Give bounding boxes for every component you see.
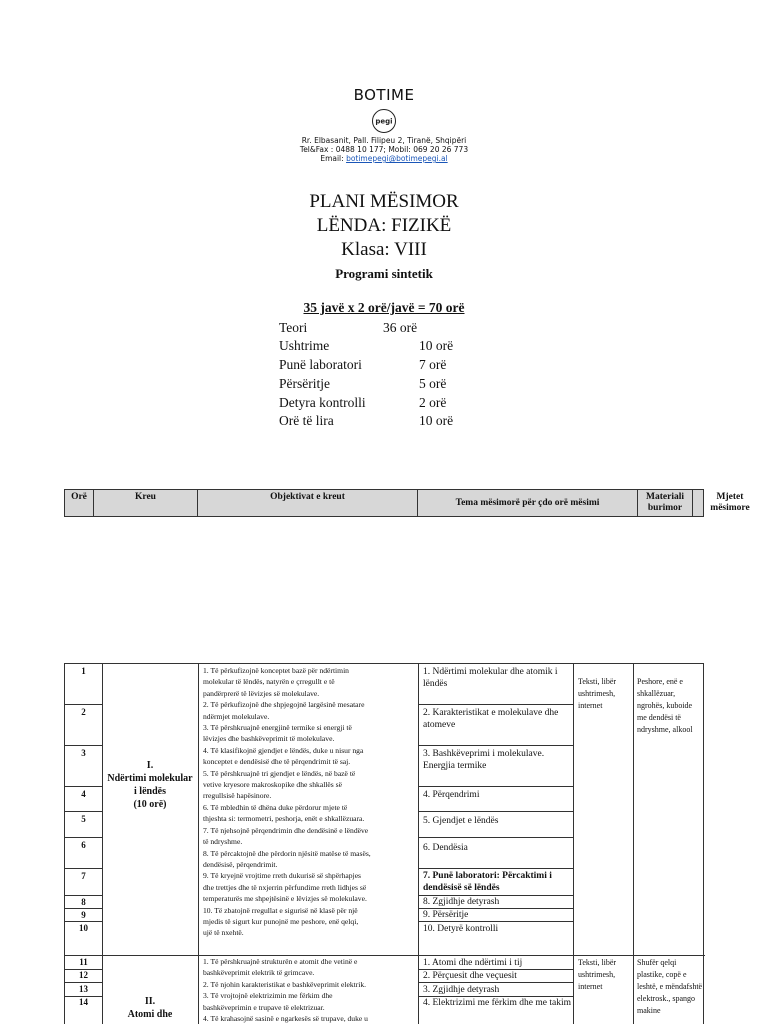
objective-line: 7. Të njehsojnë përqendrimin dhe dendësinë e lëndëve (203, 825, 369, 835)
objective-line: 1. Të përshkruajnë strukturën e atomit dhe vetinë e (203, 957, 358, 966)
lesson-number: 3 (81, 748, 86, 758)
objective-line: mjedis të sigurt kur punojnë me peshore, enë qelqi, (203, 916, 359, 926)
lesson-topic: 4. Elektrizimi me fërkim dhe me takim (423, 998, 571, 1008)
lesson-number: 11 (79, 957, 88, 967)
lesson-number: 8 (81, 897, 86, 907)
hours-label: Teori (279, 320, 308, 335)
header-ore: Orë (65, 490, 94, 516)
lesson-number: 14 (79, 997, 88, 1007)
lesson-number: 1 (81, 666, 86, 676)
objective-line: dhe trettjes dhe të nxjerrin përfundime rreth lidhjes së (203, 882, 367, 892)
publisher-logo-icon (371, 108, 397, 134)
objective-line: thjeshta si: termometri, peshorja, enët e shkallëzuara. (203, 814, 365, 824)
hours-total: 35 javë x 2 orë/javë = 70 orë (303, 300, 465, 315)
objective-line: 3. Të përshkruajnë energjinë termike si energji të (203, 723, 352, 733)
hours-label: Punë laboratori (279, 357, 362, 372)
lesson-topic-lab: 7. Punë laboratori: Përcaktimi i dendësisë së lëndës (423, 871, 552, 893)
objective-line: vetive kryesore makroskopike dhe shkallës së (203, 780, 342, 790)
lesson-topic: 9. Përsëritje (423, 910, 469, 920)
objective-line: konceptet e dendësisë dhe të përqendrimit të saj. (203, 757, 351, 767)
hours-label: Detyra kontrolli (279, 395, 366, 410)
lesson-number: 2 (81, 707, 86, 717)
objective-line: 2. Të njohin karakteristikat e bashkëveprimit elektrik. (203, 979, 367, 989)
lesson-number: 10 (79, 923, 88, 933)
email-link[interactable]: botimepegi@botimepegi.al (346, 154, 448, 163)
hours-label: Përsëritje (279, 376, 330, 391)
publisher-name: BOTIME (353, 86, 415, 104)
source-materials: Teksti, libër ushtrimesh, internet (578, 958, 617, 991)
objective-line: temperaturës me shpejtësinë e lëvizjes së molekulave. (203, 894, 367, 904)
publisher-phone: Tel&Fax : 0488 10 177; Mobil: 069 20 26 773 (299, 145, 469, 154)
source-materials: Teksti, libër ushtrimesh, internet (578, 677, 617, 710)
hours-label: Orë të lira (279, 413, 334, 428)
chapter-name-line: Atomi dhe (127, 1009, 173, 1020)
lesson-number: 6 (81, 840, 86, 850)
hours-value: 10 orë (419, 413, 454, 428)
lesson-number: 9 (81, 910, 86, 920)
lesson-topic: 4. Përqendrimi (423, 790, 480, 800)
objective-line: 2. Të përkufizojnë dhe shpjegojnë largësinë mesatare (203, 700, 365, 710)
title-block (0, 190, 768, 282)
lesson-number: 12 (79, 970, 88, 980)
hours-value: 5 orë (419, 376, 447, 391)
lesson-number: 4 (81, 789, 86, 799)
teaching-tools: Peshore, enë e shkallëzuar, ngrohës, kuboide me dendësi të ndryshme, alkool (637, 677, 693, 734)
publisher-header (0, 86, 768, 163)
chapter-number: I. (146, 760, 154, 771)
hours-value: 7 orë (419, 357, 447, 372)
header-mjetet: Mjetet mësimore (710, 492, 750, 513)
lesson-topic: 6. Dendësia (423, 843, 468, 853)
lesson-number: 13 (79, 984, 88, 994)
teaching-tools: Shufër qelqi plastike, copë e leshtë, e mëndafshtë elektrosk., spango makine (637, 958, 703, 1015)
lesson-topic: 8. Zgjidhje detyrash (423, 897, 500, 907)
lesson-number: 7 (81, 871, 86, 881)
publisher-logo-text: pegi (375, 117, 393, 126)
chapter-hours: (10 orë) (133, 799, 167, 810)
objective-line: 6. Të mbledhin të dhëna duke përdorur mjete të (203, 802, 348, 812)
objective-line: dendësisë, përqendrimit. (203, 859, 278, 869)
lesson-topic: 3. Zgjidhje detyrash (423, 985, 500, 995)
objective-line: bashkëveprimit elektrik të grimcave. (203, 968, 315, 978)
objective-line: 9. Të kryejnë vrojtime rreth dukurisë së shpërhapjes (203, 871, 362, 881)
chapter-objectives (203, 665, 413, 939)
lesson-topic: 10. Detyrë kontrolli (423, 924, 499, 934)
lesson-topic: 1. Ndërtimi molekular dhe atomik i lëndës (423, 667, 558, 689)
lesson-topic: 3. Bashkëveprimi i molekulave. Energjia termike (423, 749, 545, 771)
objective-line: molekular të lëndës, natyrën e çrregullt e të (203, 677, 335, 687)
objective-line: 5. Të përshkruajnë tri gjendjet e lëndës, në bazë të (203, 768, 356, 778)
hours-value: 2 orë (419, 395, 447, 410)
header-kreu: Kreu (94, 490, 198, 516)
publisher-email-line (0, 154, 768, 163)
chapter-title (102, 759, 198, 811)
email-label: Email: (320, 154, 344, 163)
header-objektivat: Objektivat e kreut (198, 490, 418, 516)
header-materiali: Materiali burimor (638, 490, 693, 516)
subject-title: LËNDA: FIZIKË (316, 215, 452, 236)
hours-label: Ushtrime (279, 338, 330, 353)
objective-line: pandërprerë të lëvizjes së molekulave. (203, 688, 320, 698)
objective-line: 3. Të vrojtojnë elektrizimin me fërkim dhe (203, 991, 333, 1001)
objective-line: rregullsisë hapësinore. (203, 791, 272, 801)
chapter-name-line: i lëndës (134, 786, 166, 797)
lesson-topic: 2. Karakteristikat e molekulave dhe atomeve (423, 708, 559, 730)
publisher-address: Rr. Elbasanit, Pall. Filipeu 2, Tiranë, Shqipëri (301, 136, 467, 145)
chapter-name-line: Ndërtimi molekular (107, 773, 193, 784)
objective-line: 4. Të krahasojnë sasinë e ngarkesës së trupave, duke u (203, 1014, 368, 1024)
objective-line: ndërmjet molekulave. (203, 711, 270, 721)
objective-line: të ndryshme. (203, 837, 243, 847)
grade-title: Klasa: VIII (341, 239, 427, 260)
table-header (64, 489, 750, 517)
header-tema: Tema mësimorë për çdo orë mësimi (418, 490, 638, 516)
hours-value: 36 orë (383, 320, 418, 335)
objective-line: lëvizjes dhe bashkëveprimit të molekulave. (203, 734, 335, 744)
lesson-topic: 5. Gjendjet e lëndës (423, 816, 499, 826)
chapter-objectives (203, 956, 413, 1024)
objective-line: 8. Të përcaktojnë dhe përdorin njësitë matëse të masës, (203, 848, 371, 858)
program-subtitle: Programi sintetik (335, 266, 433, 281)
chapter-number: II. (144, 996, 156, 1007)
lesson-topic: 2. Përçuesit dhe veçuesit (423, 971, 517, 981)
chapter-title (102, 995, 198, 1021)
lesson-number: 5 (81, 814, 86, 824)
objective-line: 4. Të klasifikojnë gjendjet e lëndës, duke u nisur nga (203, 745, 364, 755)
objective-line: ujë të nxehtë. (203, 928, 244, 938)
hours-value: 10 orë (419, 338, 454, 353)
objective-line: 1. Të përkufizojnë konceptet bazë për ndërtimin (203, 666, 349, 675)
objective-line: 10. Të zbatojnë rregullat e sigurisë në klasë për një (203, 905, 358, 915)
lesson-table (64, 663, 704, 1024)
plan-title: PLANI MËSIMOR (309, 191, 459, 212)
objective-line: bashkëveprimin e trupave të elektrizuar. (203, 1002, 325, 1012)
lesson-topic: 1. Atomi dhe ndërtimi i tij (423, 958, 523, 968)
